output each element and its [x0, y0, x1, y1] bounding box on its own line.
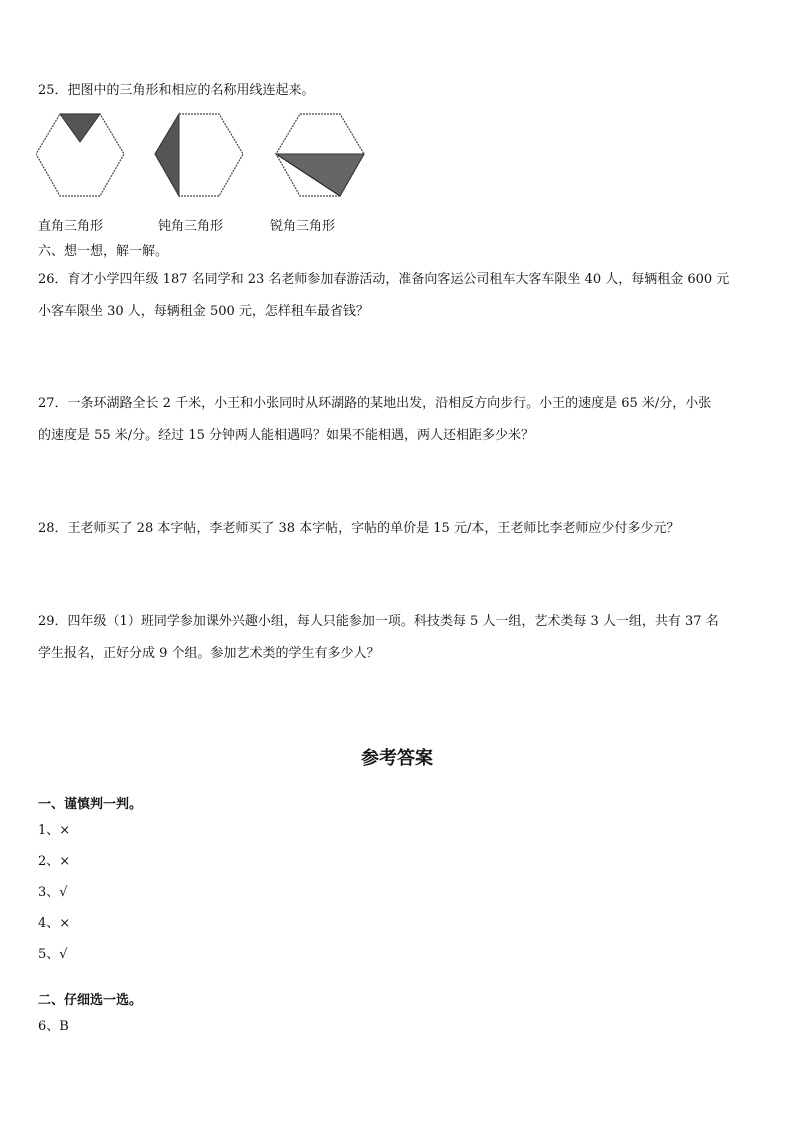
triangle-figures — [36, 112, 376, 198]
question-26-line-2: 小客车限坐 30 人，每辆租金 500 元，怎样租车最省钱？ — [38, 304, 369, 319]
question-27-line-2: 的速度是 55 米/分。经过 15 分钟两人能相遇吗？如果不能相遇，两人还相距多少米？ — [38, 428, 534, 443]
answers-section-2-heading: 二、仔细选一选。 — [38, 993, 143, 1008]
answer-item: 3、√ — [38, 885, 68, 900]
question-27-line-1: 27．一条环湖路全长 2 千米，小王和小张同时从环湖路的某地出发，沿相反方向步行。小王的速度是 65 米/分，小张 — [38, 396, 712, 411]
question-28: 28．王老师买了 28 本字帖，李老师买了 38 本字帖，字帖的单价是 15 元/本，王老师比李老师应少付多少元？ — [38, 521, 680, 536]
answer-item: 1、× — [38, 823, 71, 838]
answers-title: 参考答案 — [361, 748, 433, 769]
hexagon-with-left-triangle — [155, 114, 243, 196]
label-acute-triangle: 锐角三角形 — [270, 219, 336, 234]
question-25: 25．把图中的三角形和相应的名称用线连起来。 — [38, 83, 315, 98]
hexagon-with-top-triangle — [36, 114, 124, 196]
hexagon-with-right-triangle — [276, 114, 364, 196]
label-right-triangle: 直角三角形 — [38, 219, 104, 234]
answer-item: 4、× — [38, 916, 71, 931]
answer-item: 2、× — [38, 854, 71, 869]
question-26-line-1: 26．育才小学四年级 187 名同学和 23 名老师参加春游活动，准备向客运公司租车大客车限坐 40 人，每辆租金 600 元 — [38, 272, 730, 287]
question-29-line-1: 29．四年级（1）班同学参加课外兴趣小组，每人只能参加一项。科技类每 5 人一组，艺术类每 3 人一组，共有 37 名 — [38, 614, 719, 629]
answer-item: 6、B — [38, 1019, 69, 1034]
question-29-line-2: 学生报名，正好分成 9 个组。参加艺术类的学生有多少人？ — [38, 646, 380, 661]
label-obtuse-triangle: 钝角三角形 — [158, 219, 224, 234]
answers-section-1-heading: 一、谨慎判一判。 — [38, 797, 143, 812]
answer-item: 5、√ — [38, 947, 68, 962]
section-6-heading: 六、想一想，解一解。 — [38, 244, 169, 259]
